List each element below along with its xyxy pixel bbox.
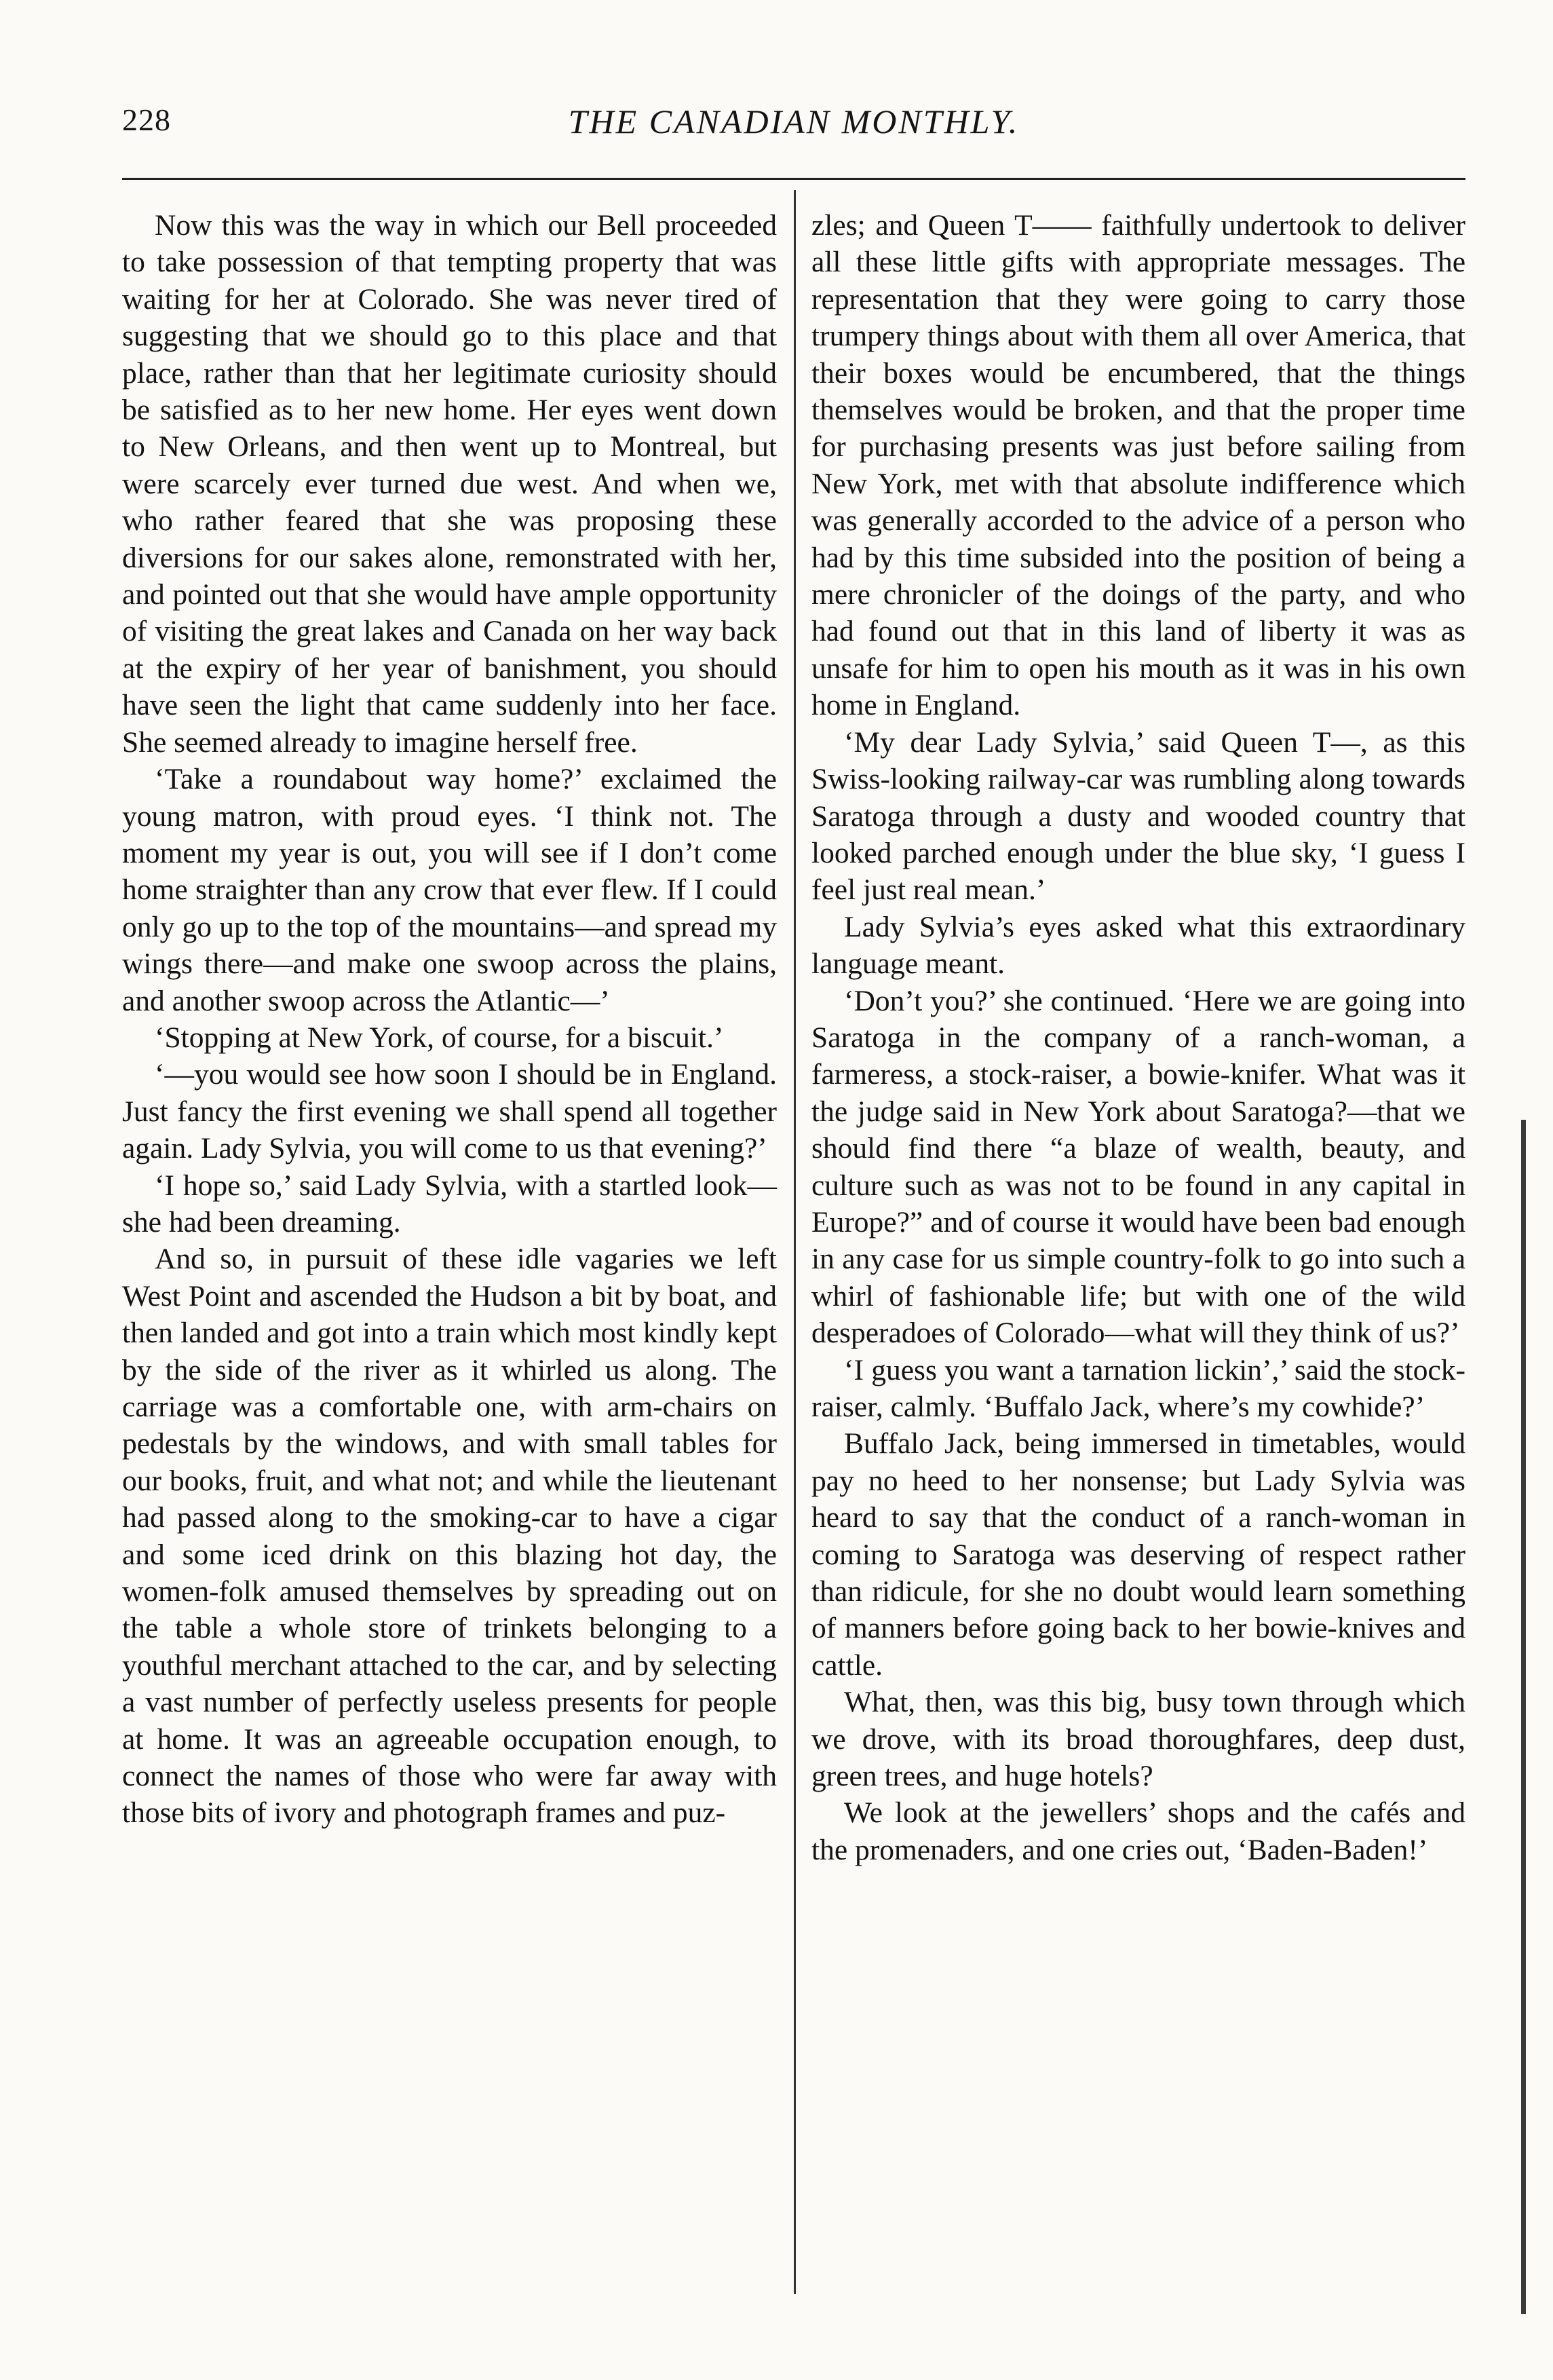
paragraph: ‘—you would see how soon I should be in England. Just fancy the first evening we shall spend all together again. Lady Sylvia, you will come to us that evening?’: [122, 1058, 777, 1165]
paragraph: ‘Stopping at New York, of course, for a biscuit.’: [155, 1021, 724, 1054]
header-rule: [122, 178, 1465, 180]
paragraph: ‘I guess you want a tarnation lickin’,’ said the stock-raiser, calmly. ‘Buffalo Jack, where’s my cowhide?’: [811, 1353, 1465, 1423]
page-number: 228: [122, 102, 171, 137]
paragraph: What, then, was this big, busy town through which we drove, with its broad thoroughfares, deep dust, green trees, and huge hotels?: [811, 1686, 1465, 1793]
paragraph: ‘Don’t you?’ she continued. ‘Here we are going into Saratoga in the company of a ranch-woman, a farmeress, a stock-raiser, a bowie-knifer. What was it the judge said in New York about Saratoga?—that we should find there “a blaze of wealth, beauty, and culture such as was not to be found in any capital in Europe?” and of course it would have been bad enough in any case for us simple country-folk to go into such a whirl of fashionable life; but with one of the wild desperadoes of Colorado—what will they think of us?’: [811, 984, 1465, 1350]
left-column: [122, 207, 777, 1832]
paragraph: Lady Sylvia’s eyes asked what this extraordinary language meant.: [811, 910, 1465, 981]
paragraph: Buffalo Jack, being immersed in timetables, would pay no heed to her nonsense; but Lady Sylvia was heard to say that the conduct of a ranch-woman in coming to Saratoga was deserving of respect rather than ridicule, for she no doubt would learn something of manners before going back to her bowie-knives and cattle.: [811, 1427, 1465, 1682]
scan-margin-bar: [1521, 1120, 1526, 2314]
running-title: THE CANADIAN MONTHLY.: [568, 102, 1020, 140]
paragraph: And so, in pursuit of these idle vagaries we left West Point and ascended the Hudson a bit by boat, and then landed and got into a train which most kindly kept by the side of the river as it whirled us along. The carriage was a comfortable one, with arm-chairs on pedestals by the windows, and with small tables for our books, fruit, and what not; and while the lieutenant had passed along to the smoking-car to have a cigar and some iced drink on this blazing hot day, the women-folk amused themselves by spreading out on the table a whole store of trinkets belonging to a youthful merchant attached to the car, and by selecting a vast number of perfectly useless presents for people at home. It was an agreeable occupation enough, to connect the names of those who were far away with those bits of ivory and photograph frames and puz-: [122, 1243, 777, 1830]
paragraph: We look at the jewellers’ shops and the cafés and the promenaders, and one cries out, ‘Baden-Baden!’: [811, 1796, 1465, 1866]
column-rule: [794, 190, 796, 2294]
paragraph: ‘I hope so,’ said Lady Sylvia, with a startled look—she had been dreaming.: [122, 1169, 777, 1239]
paragraph-continued: zles; and Queen T—— faithfully undertook to deliver all these little gifts with appropriate messages. The representation that they were going to carry those trumpery things about with them all over America, that their boxes would be encumbered, that the things themselves would be broken, and that the proper time for purchasing presents was just before sailing from New York, met with that absolute indifference which was generally accorded to the advice of a person who had by this time subsided into the position of being a mere chronicler of the doings of the party, and who had found out that in this land of liberty it was as unsafe for him to open his mouth as it was in his own home in England.: [811, 209, 1465, 722]
right-column: [811, 207, 1465, 1868]
paragraph: Now this was the way in which our Bell proceeded to take possession of that tempting property that was waiting for her at Colorado. She was never tired of suggesting that we should go to this place and that place, rather than that her legitimate curiosity should be satisfied as to her new home. Her eyes went down to New Orleans, and then went up to Montreal, but were scarcely ever turned due west. And when we, who rather feared that she was proposing these diversions for our sakes alone, remonstrated with her, and pointed out that she would have ample opportunity of visiting the great lakes and Canada on her way back at the expiry of her year of banishment, you should have seen the light that came suddenly into her face. She seemed already to imagine herself free.: [122, 209, 777, 759]
paragraph: ‘Take a roundabout way home?’ exclaimed the young matron, with proud eyes. ‘I think not. The moment my year is out, you will see if I don’t come home straighter than any crow that ever flew. If I could only go up to the top of the mountains—and spread my wings there—and make one swoop across the plains, and another swoop across the Atlantic—’: [122, 763, 777, 1017]
paragraph: ‘My dear Lady Sylvia,’ said Queen T—, as this Swiss-looking railway-car was rumbling along towards Saratoga through a dusty and wooded country that looked parched enough under the blue sky, ‘I guess I feel just real mean.’: [811, 725, 1465, 907]
page-header: [122, 102, 1465, 156]
